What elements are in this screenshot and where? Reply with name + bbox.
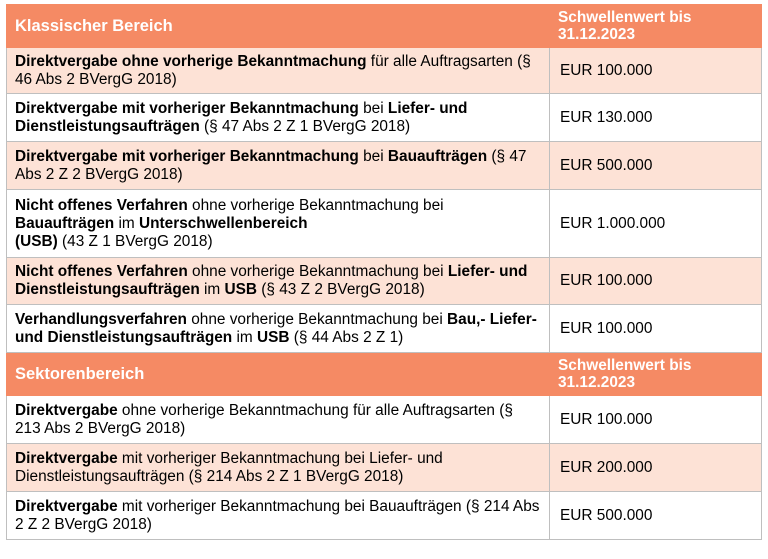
threshold-value: EUR 100.000: [550, 396, 762, 444]
table-row: [7, 94, 762, 142]
text: (§ 43 Z 2 BVergG 2018): [257, 281, 425, 298]
threshold-value: EUR 100.000: [550, 305, 762, 353]
text: ohne vorherige Bekanntmachung bei: [187, 196, 444, 214]
section-header-classic: [7, 5, 762, 48]
bold-text: USB: [257, 328, 290, 346]
section-title: Klassischer Bereich: [7, 5, 550, 48]
threshold-column-header: Schwellenwert bis 31.12.2023: [550, 5, 762, 48]
table-row: [7, 258, 762, 305]
text: (§ 47 Abs 2 Z 2 BVergG 2018): [15, 147, 527, 183]
text: im: [199, 281, 225, 298]
text: für alle Auftragsarten (§ 46 Abs 2 BVergG 2018): [15, 52, 531, 88]
text: im: [114, 214, 139, 232]
threshold-value: EUR 1.000.000: [550, 190, 762, 258]
text: (§ 44 Abs 2 Z 1): [289, 328, 404, 346]
text: ohne vorherige Bekanntmachung bei: [186, 310, 448, 328]
table-row: [7, 444, 762, 492]
procedure-description: [7, 444, 550, 492]
threshold-value: EUR 100.000: [550, 48, 762, 94]
bold-text: Direktvergabe: [15, 497, 118, 515]
text: ohne vorherige Bekanntmachung bei: [187, 263, 448, 280]
procedure-description: [7, 94, 550, 142]
procedure-description: [7, 190, 550, 258]
bold-text: Direktvergabe: [15, 449, 118, 467]
threshold-value: EUR 500.000: [550, 492, 762, 540]
bold-text: Bau,- Liefer- und Dienstleistungsaufträgen: [15, 310, 537, 346]
table-row: [7, 190, 762, 258]
threshold-column-header: Schwellenwert bis 31.12.2023: [550, 353, 762, 396]
table-row: [7, 492, 762, 540]
table-row: [7, 142, 762, 190]
text: mit vorheriger Bekanntmachung bei Liefer- und Dienstleistungsaufträgen (§ 214 Abs 2 Z 1 BVergG 2018): [15, 449, 443, 485]
bold-text: Direktvergabe mit vorheriger Bekanntmachung: [15, 147, 359, 165]
threshold-table: [6, 4, 762, 540]
procedure-description: [7, 492, 550, 540]
bold-text: Unterschwellenbereich: [139, 214, 308, 232]
procedure-description: [7, 48, 550, 94]
threshold-value: EUR 200.000: [550, 444, 762, 492]
bold-text: Liefer- und Dienstleistungsaufträgen: [15, 99, 468, 135]
threshold-value: EUR 100.000: [550, 258, 762, 305]
threshold-value: EUR 130.000: [550, 94, 762, 142]
bold-text: Verhandlungsverfahren: [15, 310, 187, 328]
bold-text: Direktvergabe ohne vorherige Bekanntmachung: [15, 52, 367, 70]
text: ohne vorherige Bekanntmachung für alle Auftragsarten (§ 213 Abs 2 BVergG 2018): [15, 401, 513, 437]
bold-text: Direktvergabe mit vorheriger Bekanntmachung: [15, 99, 359, 117]
text: mit vorheriger Bekanntmachung bei Bauaufträgen (§ 214 Abs 2 Z 2 BVergG 2018): [15, 497, 540, 533]
table-row: [7, 48, 762, 94]
text: im: [232, 328, 257, 346]
bold-text: Bauaufträgen: [387, 147, 488, 165]
procedure-description: [7, 258, 550, 305]
bold-text: Bauaufträgen: [15, 214, 115, 232]
section-header-sector: [7, 353, 762, 396]
text: bei: [358, 99, 388, 117]
text: (43 Z 1 BVergG 2018): [57, 232, 213, 250]
bold-text: Nicht offenes Verfahren: [15, 263, 188, 280]
threshold-value: EUR 500.000: [550, 142, 762, 190]
bold-text: Direktvergabe: [15, 401, 118, 419]
text: (§ 47 Abs 2 Z 1 BVergG 2018): [199, 117, 411, 135]
table-row: [7, 305, 762, 353]
section-title: Sektorenbereich: [7, 353, 550, 396]
bold-text: (USB): [15, 232, 58, 250]
bold-text: USB: [224, 281, 258, 298]
table-row: [7, 396, 762, 444]
procedure-description: [7, 305, 550, 353]
procedure-description: [7, 396, 550, 444]
text: bei: [358, 147, 388, 165]
procedure-description: [7, 142, 550, 190]
bold-text: Nicht offenes Verfahren: [15, 196, 188, 214]
bold-text: Liefer- und Dienstleistungsaufträgen: [15, 263, 528, 298]
